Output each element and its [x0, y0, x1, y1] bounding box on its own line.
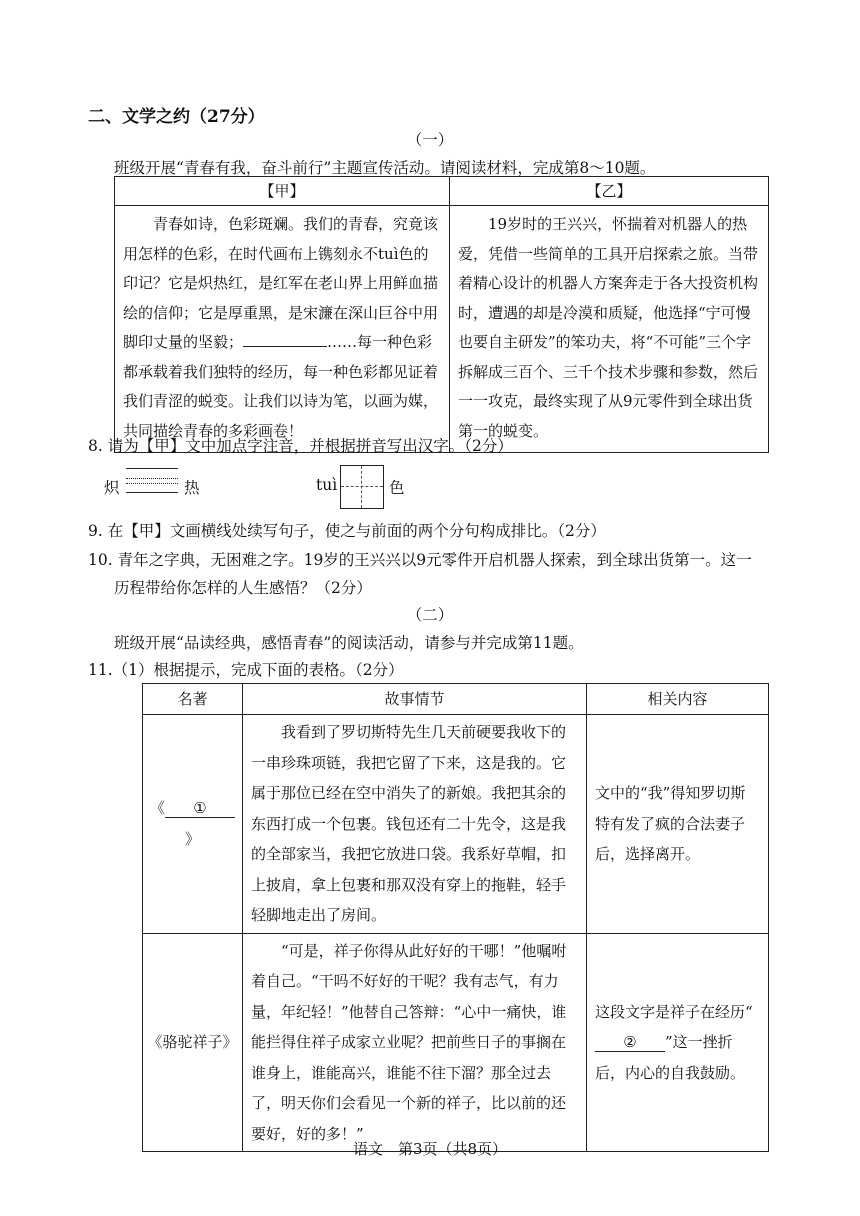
jia-fill-blank[interactable]	[243, 331, 327, 347]
jia-text-after-blank: ……每一种色彩都承载着我们独特的经历，每一种色彩都见证着我们青涩的蜕变。让我们以诗为笔，以画为媒，共同描绘青春的多彩画卷！	[123, 333, 439, 440]
row1-related: 文中的“我”得知罗切斯特有发了疯的合法妻子后，选择离开。	[587, 715, 769, 934]
header-book: 名著	[143, 684, 243, 715]
question-9: 9. 在【甲】文画横线处续写句子，使之与前面的两个分句构成排比。（2分）	[88, 522, 606, 540]
header-related: 相关内容	[587, 684, 769, 715]
tianzige-horizontal-guide	[341, 486, 383, 487]
answer-line-top	[126, 468, 178, 469]
blank-2[interactable]: ②	[595, 1033, 665, 1052]
section-title: 二、文学之约（27分）	[88, 107, 265, 127]
reading-material-table	[114, 176, 769, 453]
row2-plot: “可是，祥子你得从此好好的干哪！”他嘱咐着自己。“干吗不好好的干呢？我有志气，有力量，年纪轻！”他替自己答辩：“心中一痛快，谁能拦得住祥子成家立业呢？把前些日子的事搁在谁身上，谁能高兴，谁能不往下溜？那全过去了，明天你们会看见一个新的祥子，比以前的还要好，好的多！”	[243, 933, 587, 1152]
question-11: 11.（1）根据提示，完成下面的表格。（2分）	[88, 661, 404, 679]
question-8: 8. 请为【甲】文中加点字注音，并根据拼音写出汉字。（2分）	[88, 437, 513, 455]
part2-label: （二）	[406, 606, 454, 624]
question-10-line1: 10. 青年之字典，无困难之字。19岁的王兴兴以9元零件开启机器人探索，到全球出货第一。这一	[88, 551, 752, 569]
q8-char-chi: 炽	[104, 479, 120, 497]
row1-book: 《 ①》	[143, 715, 243, 934]
part1-label: （一）	[406, 131, 454, 149]
part2-intro: 班级开展“品读经典，感悟青春”的阅读活动，请参与并完成第11题。	[114, 634, 584, 652]
row2-book: 《骆驼祥子》	[143, 933, 243, 1152]
row2-related: 这段文字是祥子在经历“② ”这一挫折后，内心的自我鼓励。	[587, 933, 769, 1152]
jia-text	[115, 206, 450, 453]
tianzige-vertical-guide	[361, 466, 362, 508]
part1-intro: 班级开展“青春有我，奋斗前行”主题宣传活动。请阅读材料，完成第8～10题。	[114, 159, 656, 177]
answer-dotted-line	[126, 478, 178, 479]
page-footer: 语文 第3页（共8页）	[352, 1140, 508, 1158]
jia-header: 【甲】	[115, 177, 450, 206]
question-10-line2: 历程带给你怎样的人生感悟？（2分）	[114, 579, 372, 597]
blank-1[interactable]: ①	[165, 799, 235, 818]
answer-line-bottom	[126, 492, 178, 493]
classics-table	[142, 683, 769, 1152]
yi-header: 【乙】	[450, 177, 769, 206]
q8-char-re: 热	[184, 479, 200, 497]
header-plot: 故事情节	[243, 684, 587, 715]
row1-plot: 我看到了罗切斯特先生几天前硬要我收下的一串珍珠项链，我把它留了下来，这是我的。它属于那位已经在空中消失了的新娘。我把其余的东西打成一个包裹。钱包还有二十先令，这是我的全部家当，我把它放进口袋。我系好草帽，扣上披肩，拿上包裹和那双没有穿上的拖鞋，轻手轻脚地走出了房间。	[243, 715, 587, 934]
q8-pinyin: tuì	[316, 476, 338, 494]
jia-text-before-blank: 青春如诗，色彩斑斓。我们的青春，究竟该用怎样的色彩，在时代画布上镌刻永不tuì色的印记？它是炽热红，是红军在老山界上用鲜血描绘的信仰；它是厚重黑，是宋濂在深山巨谷中用脚印丈量的坚毅；	[123, 215, 439, 351]
yi-text	[450, 206, 769, 453]
answer-dotted-line-2	[126, 483, 178, 484]
yi-paragraph: 19岁时的王兴兴，怀揣着对机器人的热爱，凭借一些简单的工具开启探索之旅。当带着精心设计的机器人方案奔走于各大投资机构时，遭遇的却是冷漠和质疑，他选择“宁可慢也要自主研发”的笨功夫，将“不可能”三个字拆解成三百个、三千个技术步骤和参数，然后一一攻克，最终实现了从9元零件到全球出货第一的蜕变。	[458, 215, 759, 440]
q8-char-se: 色	[389, 479, 405, 497]
tianzige-box[interactable]	[340, 465, 384, 509]
